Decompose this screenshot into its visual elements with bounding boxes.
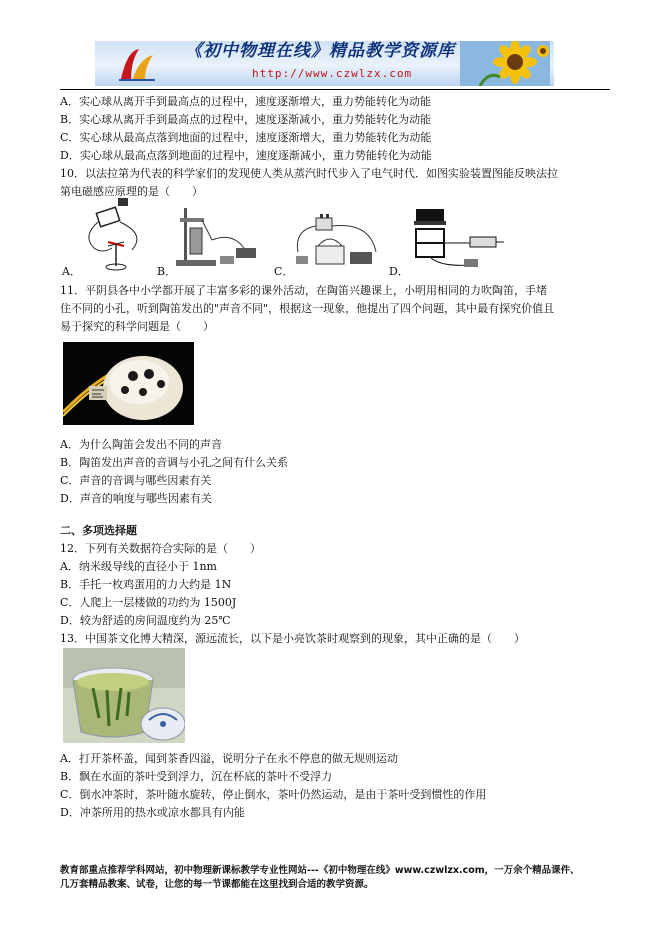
q12-option-a[interactable]: A．纳米级导线的直径小于 1nm <box>60 560 217 573</box>
q11-stem-line1: 11．平阴县各中小学都开展了丰富多彩的课外活动，在陶笛兴趣课上，小明用相同的力吹陶笛，手堵 <box>60 284 547 297</box>
q10-label-d[interactable]: D． <box>389 265 409 278</box>
q13-option-a[interactable]: A．打开茶杯盖，闻到茶香四溢，说明分子在永不停息的做无规则运动 <box>60 752 398 765</box>
q13-option-b[interactable]: B．飘在水面的茶叶受到浮力，沉在杯底的茶叶不受浮力 <box>60 770 333 783</box>
ocarina-photo-icon <box>63 342 194 425</box>
sunflower-icon <box>460 41 550 86</box>
q12-stem: 12．下列有关数据符合实际的是（ ） <box>60 542 261 555</box>
page-footer <box>60 864 620 892</box>
q9-option-d[interactable]: D．实心球从最高点落到地面的过程中，速度逐渐减小，重力势能转化为动能 <box>60 149 432 162</box>
q11-option-c[interactable]: C．声音的音调与哪些因素有关 <box>60 474 212 487</box>
header-rule <box>60 89 610 90</box>
q9-option-b[interactable]: B．实心球从离开手到最高点的过程中，速度逐渐减小，重力势能转化为动能 <box>60 113 432 126</box>
site-logo-icon <box>117 45 157 83</box>
q13-stem: 13．中国茶文化博大精深，源远流长，以下是小亮饮茶时观察到的现象，其中正确的是（ ） <box>60 632 525 645</box>
q10-figure-a-icon <box>80 196 150 272</box>
q11-option-a[interactable]: A．为什么陶笛会发出不同的声音 <box>60 438 222 451</box>
q9-option-c[interactable]: C．实心球从最高点落到地面的过程中，速度逐渐增大，重力势能转化为动能 <box>60 131 432 144</box>
q13-option-d[interactable]: D．冲茶所用的热水或凉水都具有内能 <box>60 806 245 819</box>
q11-option-b[interactable]: B．陶笛发出声音的音调与小孔之间有什么关系 <box>60 456 289 469</box>
q10-label-b[interactable]: B． <box>157 265 177 278</box>
q11-stem-line2: 住不同的小孔，听到陶笛发出的"声音不同"，根据这一现象，他提出了四个问题，其中最有探究价值且 <box>60 302 555 315</box>
q12-option-d[interactable]: D．较为舒适的房间温度约为 25℃ <box>60 614 231 627</box>
q12-option-c[interactable]: C．人爬上一层楼做的功约为 1500J <box>60 596 237 609</box>
q12-option-b[interactable]: B．手托一枚鸡蛋用的力大约是 1N <box>60 578 232 591</box>
site-title: 《初中物理在线》精品教学资源库 <box>185 41 455 61</box>
header-banner <box>95 41 554 86</box>
q10-figure-c-icon <box>292 212 386 270</box>
q11-option-d[interactable]: D．声音的响度与哪些因素有关 <box>60 492 212 505</box>
q10-figure-b-icon <box>172 204 264 270</box>
q11-stem-line3: 易于探究的科学问题是（ ） <box>60 320 214 333</box>
q10-label-c[interactable]: C． <box>274 265 294 278</box>
q10-label-a[interactable]: A． <box>62 265 81 278</box>
footer-line2: 几万套精品教案、试卷，让您的每一节课都能在这里找到合适的教学资源。 <box>60 879 374 890</box>
site-url[interactable]: http://www.czwlzx.com <box>252 67 413 80</box>
q10-stem-line1: 10．以法拉第为代表的科学家们的发现使人类从蒸汽时代步入了电气时代．如图实验装置图能反映法拉 <box>60 167 558 180</box>
q10-figure-d-icon <box>410 207 506 271</box>
tea-cup-photo-icon <box>63 648 185 743</box>
footer-line1: 教育部重点推荐学科网站，初中物理新课标教学专业性网站---《初中物理在线》www.czwlzx.com，一万余个精品课件、 <box>60 865 580 876</box>
section-title: 二、多项选择题 <box>60 524 137 537</box>
q9-option-a[interactable]: A．实心球从离开手到最高点的过程中，速度逐渐增大，重力势能转化为动能 <box>60 95 431 108</box>
q10-stem-line2: 第电磁感应原理的是（ ） <box>60 185 203 198</box>
q13-option-c[interactable]: C．倒水冲茶时，茶叶随水旋转，停止倒水，茶叶仍然运动，是由于茶叶受到惯性的作用 <box>60 788 487 801</box>
